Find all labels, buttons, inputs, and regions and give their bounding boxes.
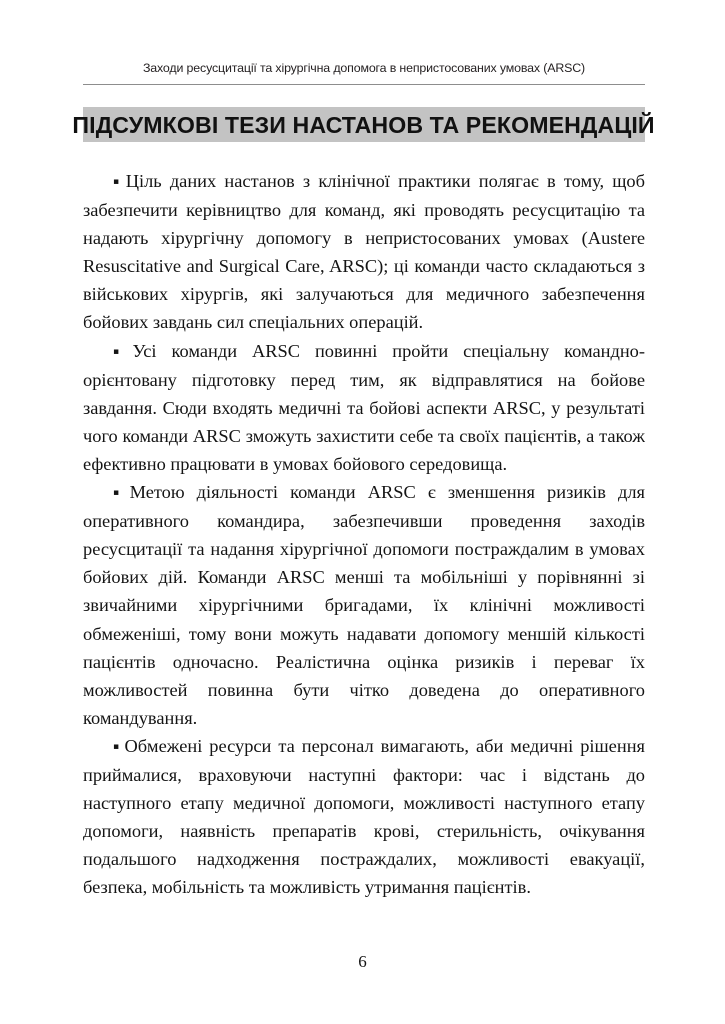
section-title-banner <box>72 107 656 142</box>
body-text-column <box>83 167 645 901</box>
page-number: 6 <box>358 952 367 971</box>
bullet-icon: ▪ <box>113 346 130 357</box>
bullet-icon: ▪ <box>113 177 123 187</box>
paragraph-2 <box>83 337 645 478</box>
header-rule <box>83 84 645 85</box>
paragraph-4-text: Обмежені ресурси та персонал вимагають, аби медичні рішення приймалися, враховуючи наступні фактори: час і відстань до наступного етапу медичної допомоги, можливості наступного етапу допомоги, наявність препаратів крові, стерильність, очікування подальшого надходження постраждалих, можливості евакуації, безпека, мобільність та можливість утримання пацієнтів. <box>83 735 645 898</box>
paragraph-2-text: Усі команди ARSC повинні пройти спеціальну командно-орієнтовану підготовку перед тим, як відправлятися на бойове завдання. Сюди входять медичні та бойові аспекти ARSC, у результаті чого команди ARSC зможуть захистити себе та своїх пацієнтів, а також ефективно працювати в умовах бойового середовища. <box>83 340 645 474</box>
section-title-text: ПІДСУМКОВІ ТЕЗИ НАСТАНОВ ТА РЕКОМЕНДАЦІЙ <box>72 111 656 138</box>
paragraph-1-text: Ціль даних настанов з клінічної практики полягає в тому, щоб забезпечити керівництво для команд, які проводять ресусцитацію та надають хірургічну допомогу в непристосованих умовах (Austere Resuscitative and Surgical Care, ARSC); ці команди часто складаються з військових хірургів, які залучаються для медичного забезпечення бойових завдань сил спеціальних операцій. <box>83 171 645 333</box>
paragraph-3-text: Метою діяльності команди ARSC є зменшення ризиків для оперативного командира, забезпечивши проведення заходів ресусцитації та надання хірургічної допомоги постраждалим в умовах бойових дій. Команди ARSC менші та мобільніші у порівнянні зі звичайними хірургічними бригадами, їх клінічні можливості обмеженіші, тому вони можуть надавати допомогу меншій кількості пацієнтів одночасно. Реалістична оцінка ризиків і переваг їх можливостей повинна бути чітко доведена до оперативного командування. <box>83 482 645 728</box>
paragraph-3 <box>83 478 645 732</box>
running-header: Заходи ресусцитації та хірургічна допомога в непристосованих умовах (ARSC) <box>142 61 586 75</box>
paragraph-4 <box>83 732 645 902</box>
bullet-icon: ▪ <box>113 741 122 752</box>
paragraph-1 <box>83 167 645 337</box>
bullet-icon: ▪ <box>113 488 127 499</box>
